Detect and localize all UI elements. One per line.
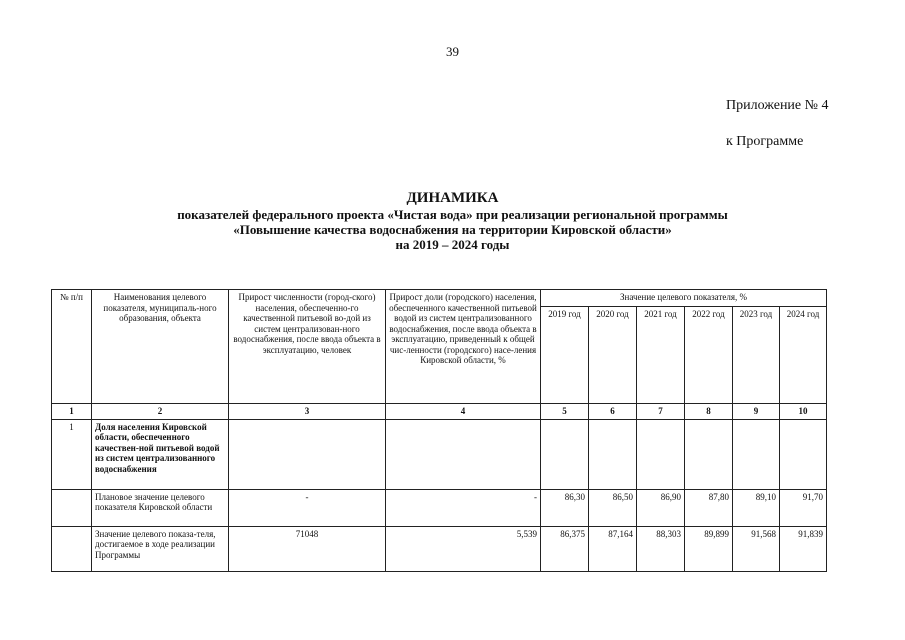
header-growth-share: Прирост доли (городского) населения, обеспеченного качественной питьевой водой из систем централизованного водоснабжения, после ввода объекта в эксплуатацию, приведенный к общей чис-ленности (городского) насе-ления Кировской области, % (386, 290, 541, 404)
row-value: 86,90 (637, 489, 685, 526)
row-value (541, 419, 589, 489)
header-year: 2019 год (541, 307, 589, 404)
row-value: 86,30 (541, 489, 589, 526)
row-value: 87,164 (589, 526, 637, 571)
row-name: Плановое значение целевого показателя Кировской области (92, 489, 229, 526)
row-name: Доля населения Кировской области, обеспеченного качествен-ной питьевой водой из систем централизованного водоснабжения (92, 419, 229, 489)
page-number: 39 (446, 44, 459, 59)
row-value: 89,899 (685, 526, 733, 571)
row-value: 86,375 (541, 526, 589, 571)
row-growth-share: 5,539 (386, 526, 541, 571)
row-growth-share: - (386, 489, 541, 526)
header-growth-count: Прирост численности (город-ского) населения, обеспеченно-го качественной питьевой во-дой из систем централизован-ного водоснабжения, после ввода объекта в эксплуатацию, человек (229, 290, 386, 404)
row-num (52, 489, 92, 526)
title-line-2: «Повышение качества водоснабжения на территории Кировской области» (233, 222, 672, 237)
column-number: 7 (637, 404, 685, 420)
header-num: № п/п (52, 290, 92, 404)
row-value (780, 419, 827, 489)
column-number: 10 (780, 404, 827, 420)
column-number: 6 (589, 404, 637, 420)
row-value (589, 419, 637, 489)
row-value (685, 419, 733, 489)
row-growth-count: - (229, 489, 386, 526)
table-row (52, 526, 827, 571)
row-name: Значение целевого показа-теля, достигаемое в ходе реализации Программы (92, 526, 229, 571)
column-number: 8 (685, 404, 733, 420)
title-line-1: показателей федерального проекта «Чистая вода» при реализации региональной программы (177, 207, 728, 222)
row-value: 88,303 (637, 526, 685, 571)
table-row (52, 489, 827, 526)
header-year: 2020 год (589, 307, 637, 404)
column-number: 4 (386, 404, 541, 420)
header-year: 2022 год (685, 307, 733, 404)
header-value-group: Значение целевого показателя, % (541, 290, 827, 307)
row-growth-count (229, 419, 386, 489)
document-title (60, 190, 845, 252)
column-number: 5 (541, 404, 589, 420)
table-row (52, 419, 827, 489)
header-year: 2023 год (733, 307, 780, 404)
row-value: 91,70 (780, 489, 827, 526)
row-value: 89,10 (733, 489, 780, 526)
row-value (733, 419, 780, 489)
row-growth-count: 71048 (229, 526, 386, 571)
row-num (52, 526, 92, 571)
header-year: 2024 год (780, 307, 827, 404)
column-number: 9 (733, 404, 780, 420)
title-main: ДИНАМИКА (406, 190, 499, 206)
row-num: 1 (52, 419, 92, 489)
row-value: 87,80 (685, 489, 733, 526)
row-value: 91,839 (780, 526, 827, 571)
column-number: 1 (52, 404, 92, 420)
header-year: 2021 год (637, 307, 685, 404)
row-growth-share (386, 419, 541, 489)
row-value: 86,50 (589, 489, 637, 526)
title-line-3: на 2019 – 2024 годы (395, 237, 510, 252)
header-name: Наименования целевого показателя, муниципаль-ного образования, объекта (92, 290, 229, 404)
column-number: 3 (229, 404, 386, 420)
indicators-table (51, 289, 827, 572)
program-reference: к Программе (726, 134, 804, 149)
row-value: 91,568 (733, 526, 780, 571)
row-value (637, 419, 685, 489)
column-number: 2 (92, 404, 229, 420)
appendix-label: Приложение № 4 (726, 98, 829, 113)
